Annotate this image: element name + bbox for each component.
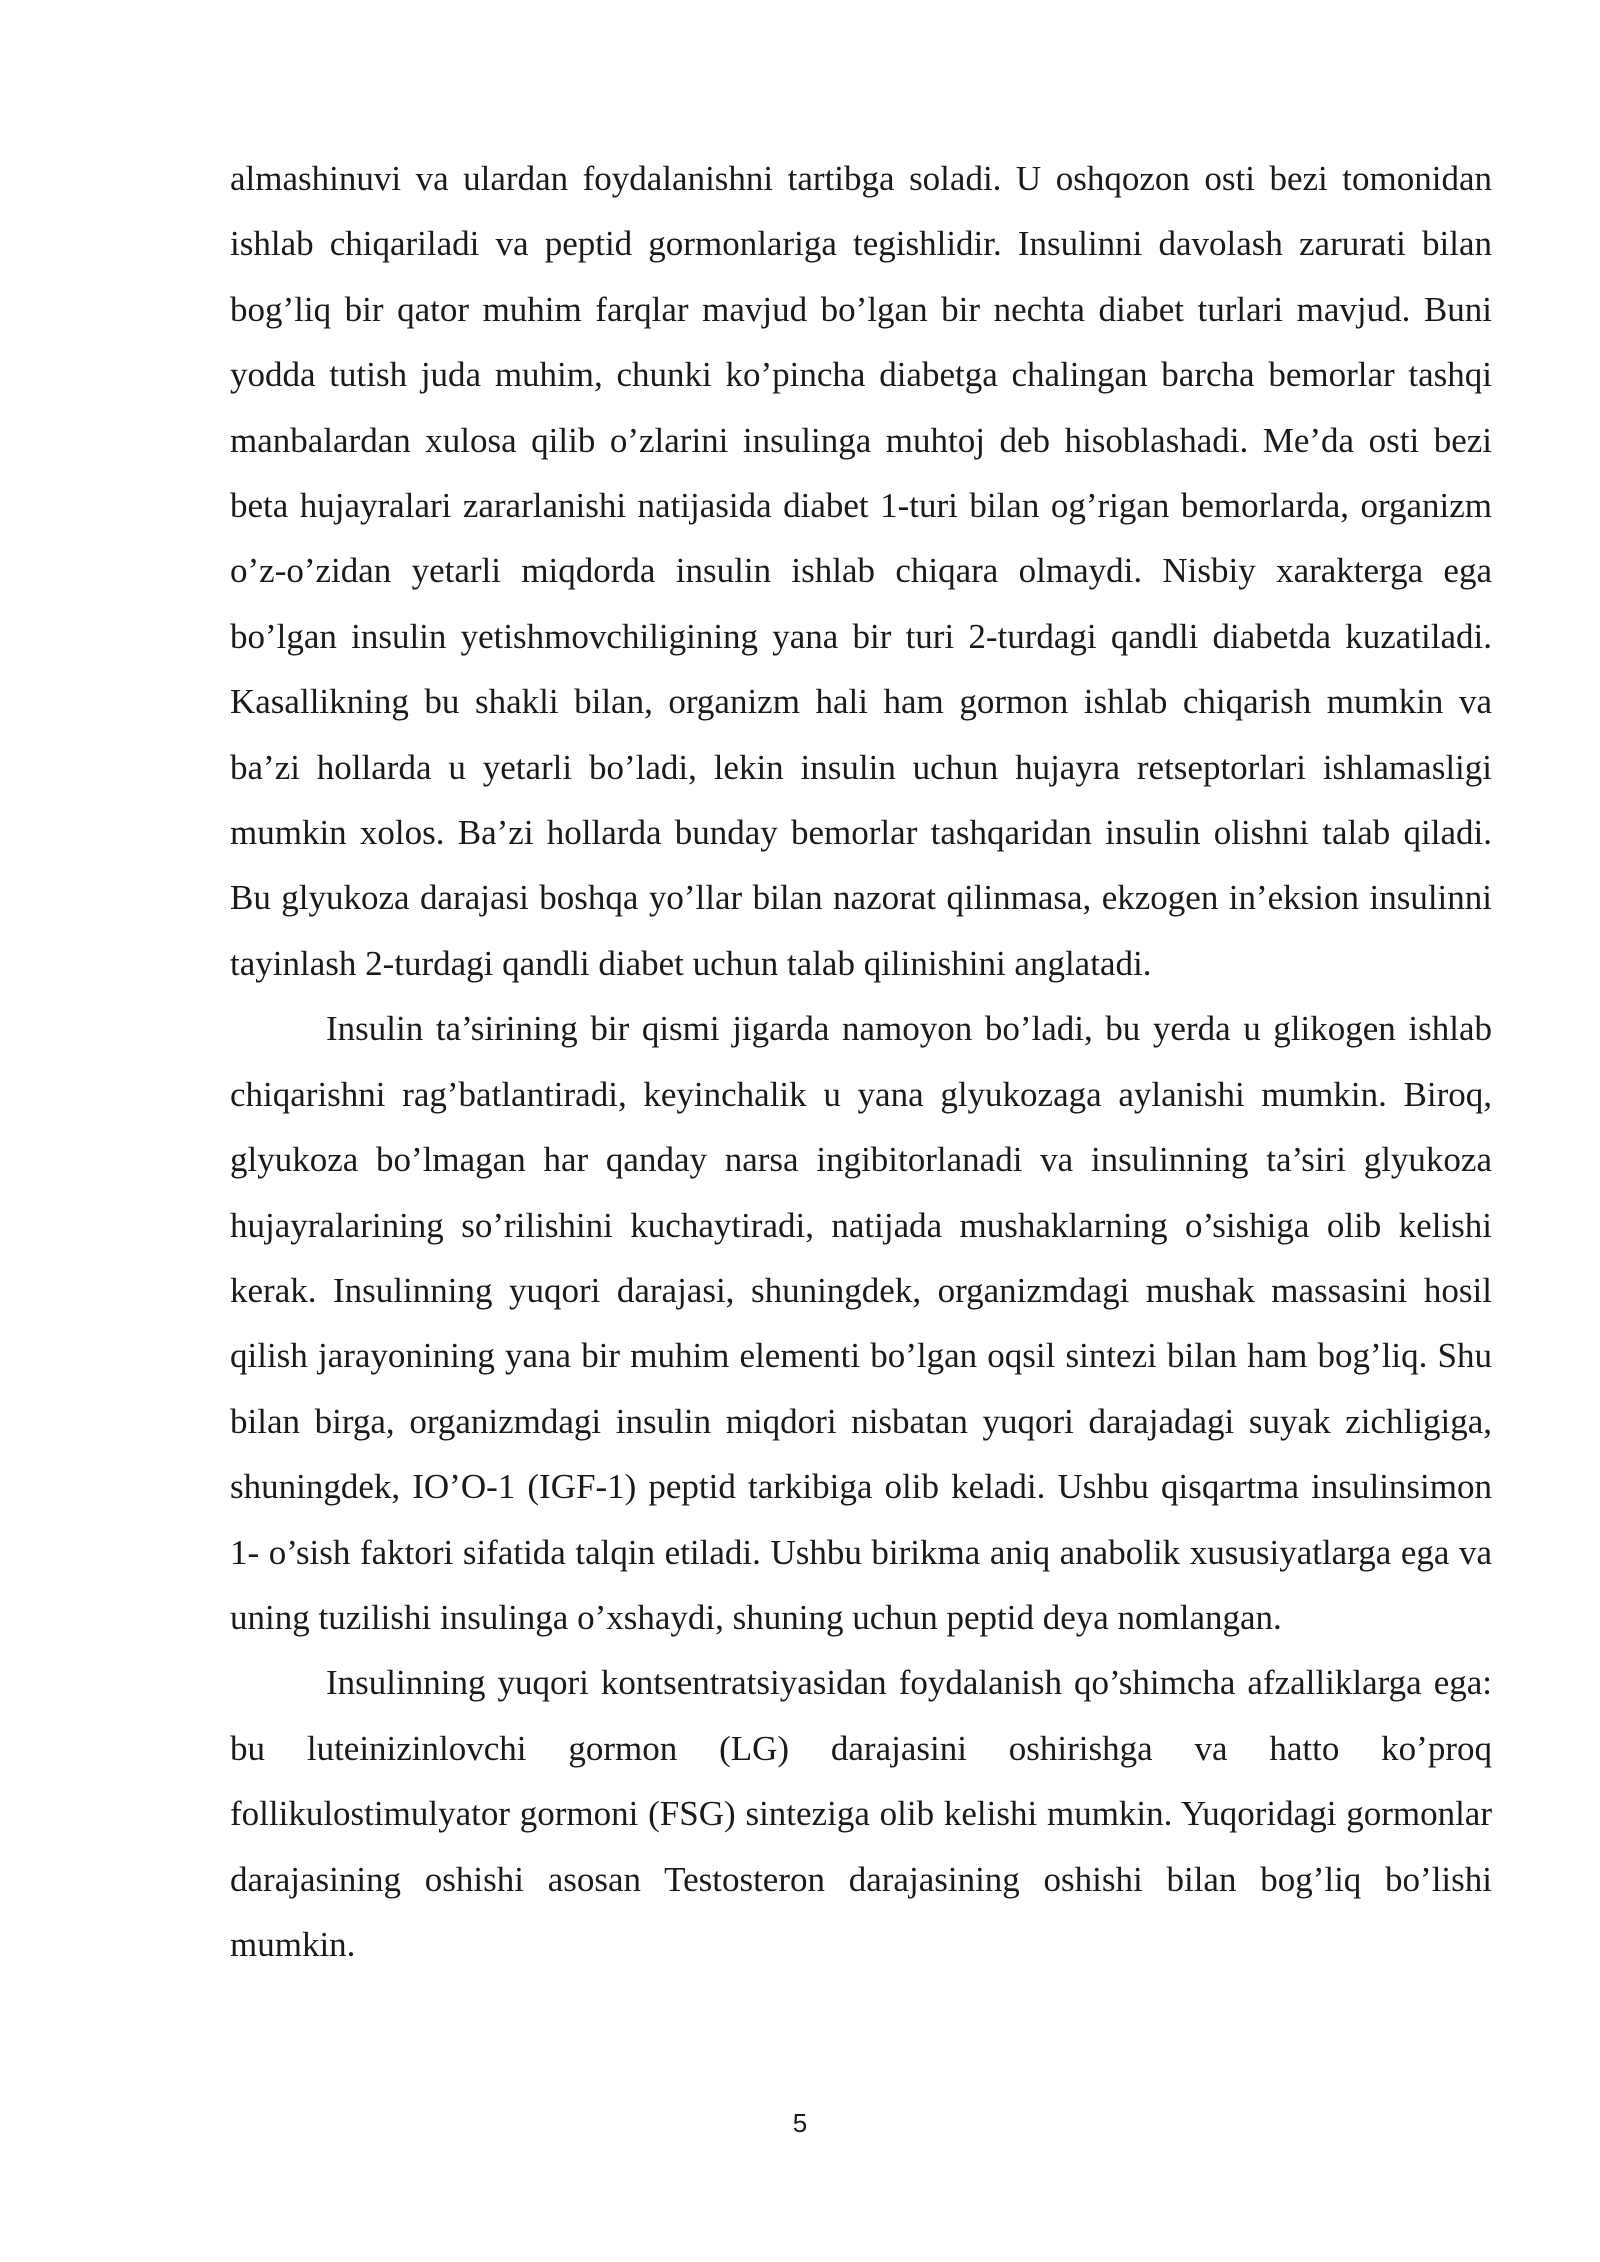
body-text [230,146,1492,1977]
paragraph-insulin-liver: Insulin ta’sirining bir qismi jigarda namoyon bo’ladi, bu yerda u glikogen ishlab chiqarishni rag’batlantiradi, keyinchalik u yana glyukozaga aylanishi mumkin. Biroq, glyukoza bo’lmagan har qanday narsa ingibitorlanadi va insulinning ta’siri glyukoza hujayralarining so’rilishini kuchaytiradi, natijada mushaklarning o’sishiga olib kelishi kerak. Insulinning yuqori darajasi, shuningdek, organizmdagi mushak massasini hosil qilish jarayonining yana bir muhim elementi bo’lgan oqsil sintezi bilan ham bog’liq. Shu bilan birga, organizmdagi insulin miqdori nisbatan yuqori darajadagi suyak zichligiga, shuningdek, IO’O-1 (IGF-1) peptid tarkibiga olib keladi. Ushbu qisqartma insulinsimon 1- o’sish faktori sifatida talqin etiladi. Ushbu birikma aniq anabolik xususiyatlarga ega va uning tuzilishi insulinga o’xshaydi, shuning uchun peptid deya nomlangan. [230,1009,1492,1637]
page-number: 5 [792,2108,808,2138]
paragraph-insulin-concentration: Insulinning yuqori kontsentratsiyasidan foydalanish qo’shimcha afzalliklarga ega: bu luteinizinlovchi gormon (LG) darajasini oshirishga va hatto ko’proq follikulostimulyator gormoni (FSG) sinteziga olib kelishi mumkin. Yuqoridagi gormonlar darajasining oshishi asosan Testosteron darajasining oshishi bilan bog’liq bo’lishi mumkin. [230,1663,1492,1964]
paragraph-continuation: almashinuvi va ulardan foydalanishni tartibga soladi. U oshqozon osti bezi tomonidan ishlab chiqariladi va peptid gormonlariga tegishlidir. Insulinni davolash zarurati bilan bog’liq bir qator muhim farqlar mavjud bo’lgan bir nechta diabet turlari mavjud. Buni yodda tutish juda muhim, chunki ko’pincha diabetga chalingan barcha bemorlar tashqi manbalardan xulosa qilib o’zlarini insulinga muhtoj deb hisoblashadi. Me’da osti bezi beta hujayralari zararlanishi natijasida diabet 1-turi bilan og’rigan bemorlarda, organizm o’z-o’zidan yetarli miqdorda insulin ishlab chiqara olmaydi. Nisbiy xarakterga ega bo’lgan insulin yetishmovchiligining yana bir turi 2-turdagi qandli diabetda kuzatiladi. Kasallikning bu shakli bilan, organizm hali ham gormon ishlab chiqarish mumkin va ba’zi hollarda u yetarli bo’ladi, lekin insulin uchun hujayra retseptorlari ishlamasligi mumkin xolos. Ba’zi hollarda bunday bemorlar tashqaridan insulin olishni talab qiladi. Bu glyukoza darajasi boshqa yo’llar bilan nazorat qilinmasa, ekzogen in’eksion insulinni tayinlash 2-turdagi qandli diabet uchun talab qilinishini anglatadi. [230,159,1492,983]
